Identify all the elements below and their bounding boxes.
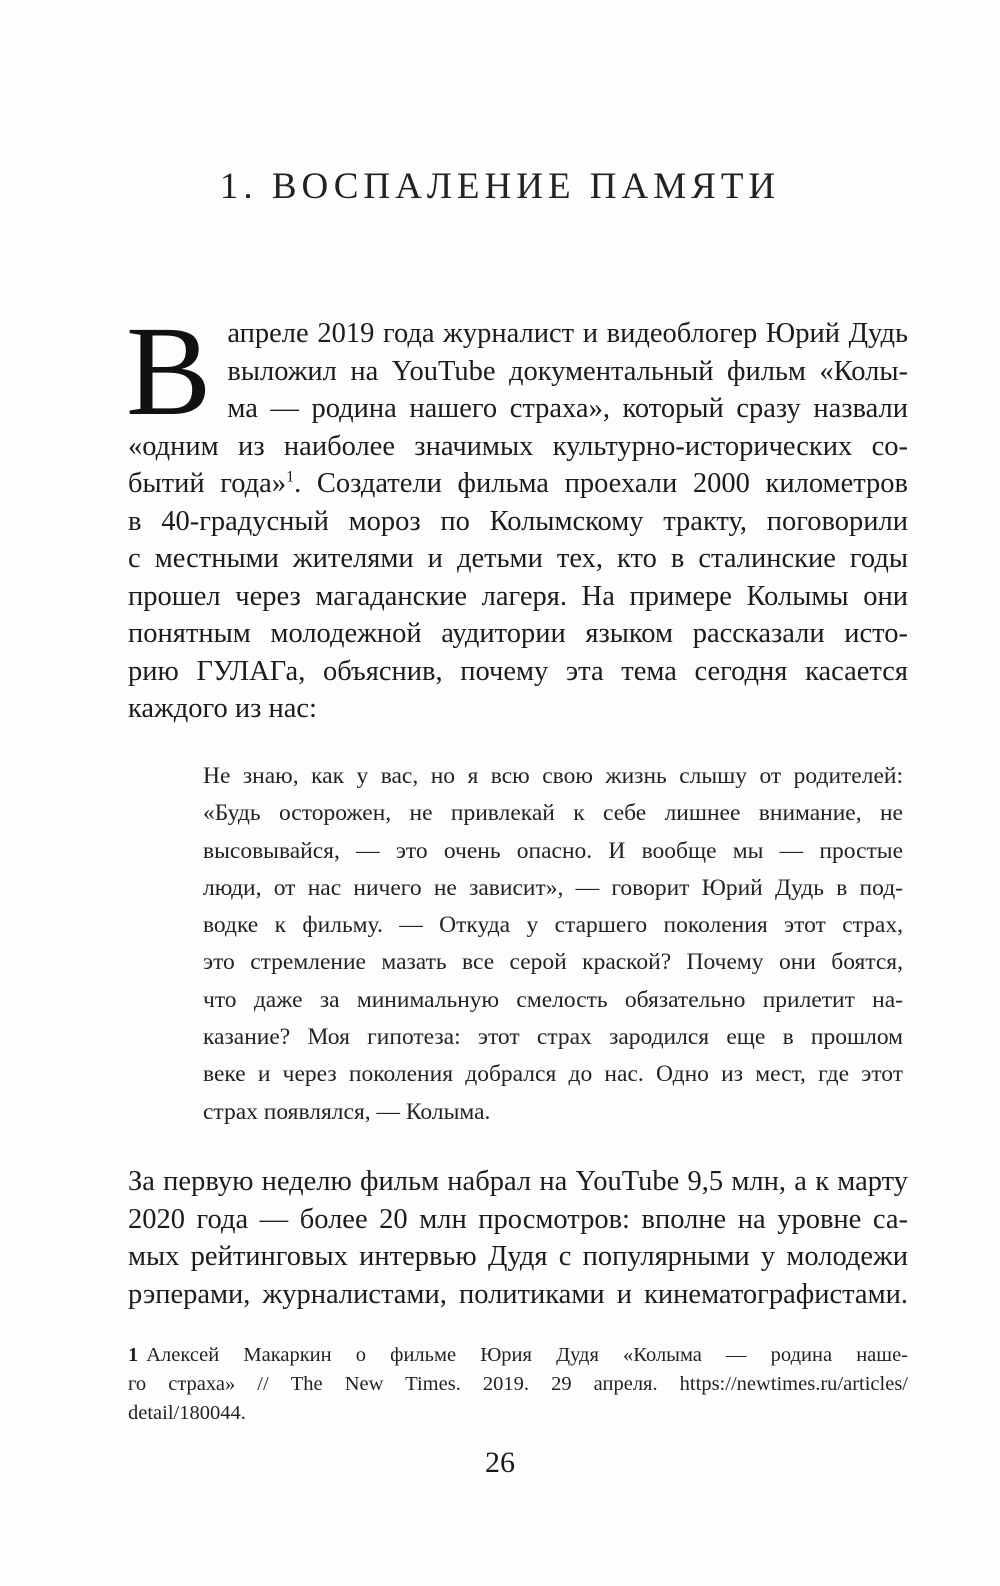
quote-line: это стремление мазать все серой краской? Почему они боятся, [203,949,903,976]
text-fragment: . Создатели фильма проехали 2000 километров [294,468,908,499]
footnote-line [128,1341,908,1370]
text-line: понятным молодежной аудитории языком рассказали исто- [128,618,908,649]
chapter-title: 1. ВОСПАЛЕНИЕ ПАМЯТИ [219,166,781,207]
text-line: апреле 2019 года журналист и видеоблогер Юрий Дудь [227,318,908,349]
footnote-line: го страха» // The New Times. 2019. 29 апреля. https://newtimes.ru/articles/ [128,1373,908,1395]
text-line: ма — родина нашего страха», который сразу назвали [227,393,908,424]
text-fragment: бытий года» [128,468,287,499]
footnote [128,1341,908,1428]
text-line: рэперами, журналистами, политиками и кинематографистами. [128,1278,908,1310]
block-quote [203,758,903,1131]
quote-line: люди, от нас ничего не зависит», — говорит Юрий Дудь в под- [203,874,903,901]
quote-line: «Будь осторожен, не привлекай к себе лишнее внимание, не [203,800,903,827]
text-line: в 40-градусный мороз по Колымскому тракту, поговорили [128,505,908,537]
quote-line: Не знаю, как у вас, но я всю свою жизнь слышу от родителей: [203,763,903,789]
quote-line: страх появлялся, — Колыма. [203,1098,491,1125]
footnote-line: detail/180044. [128,1402,246,1424]
quote-line: что даже за минимальную смелость обязательно прилетит на- [203,986,903,1013]
quote-line: веке и через поколения добрался до нас. Одно из мест, где этот [203,1061,903,1088]
text-fragment: Алексей Макаркин о фильме Юрия Дудя «Колыма — родина наше- [146,1344,908,1366]
text-line-with-footnote [128,465,908,503]
footnote-number: 1 [128,1344,139,1366]
intro-paragraph [126,300,908,728]
page-number: 26 [485,1446,515,1479]
text-line: 2020 года — более 20 млн просмотров: вполне на уровне са- [128,1203,908,1235]
text-line: рию ГУЛАГа, объяснив, почему эта тема сегодня касается [128,655,908,687]
text-line: каждого из нас: [128,693,317,724]
quote-line: водке к фильму. — Откуда у старшего поколения этот страх, [203,912,903,939]
footnote-reference[interactable]: 1 [286,468,295,486]
text-line: За первую неделю фильм набрал на YouTube 9,5 млн, а к марту [128,1166,908,1197]
text-line: выложил на YouTube документальный фильм «Колы- [227,355,908,387]
text-line: «одним из наиболее значимых культурно-исторических со- [128,430,908,462]
closing-paragraph [128,1163,908,1313]
quote-line: высовывайся, — это очень опасно. И вообще мы — простые [203,837,903,864]
text-line: мых рейтинговых интервью Дудя с популярными у молодежи [128,1241,908,1272]
text-line: прошел через магаданские лагеря. На примере Колымы они [128,580,908,612]
quote-line: казание? Моя гипотеза: этот страх зародился еще в прошлом [203,1024,903,1051]
drop-cap: В [126,300,212,442]
text-line: с местными жителями и детьми тех, кто в сталинские годы [128,543,908,574]
